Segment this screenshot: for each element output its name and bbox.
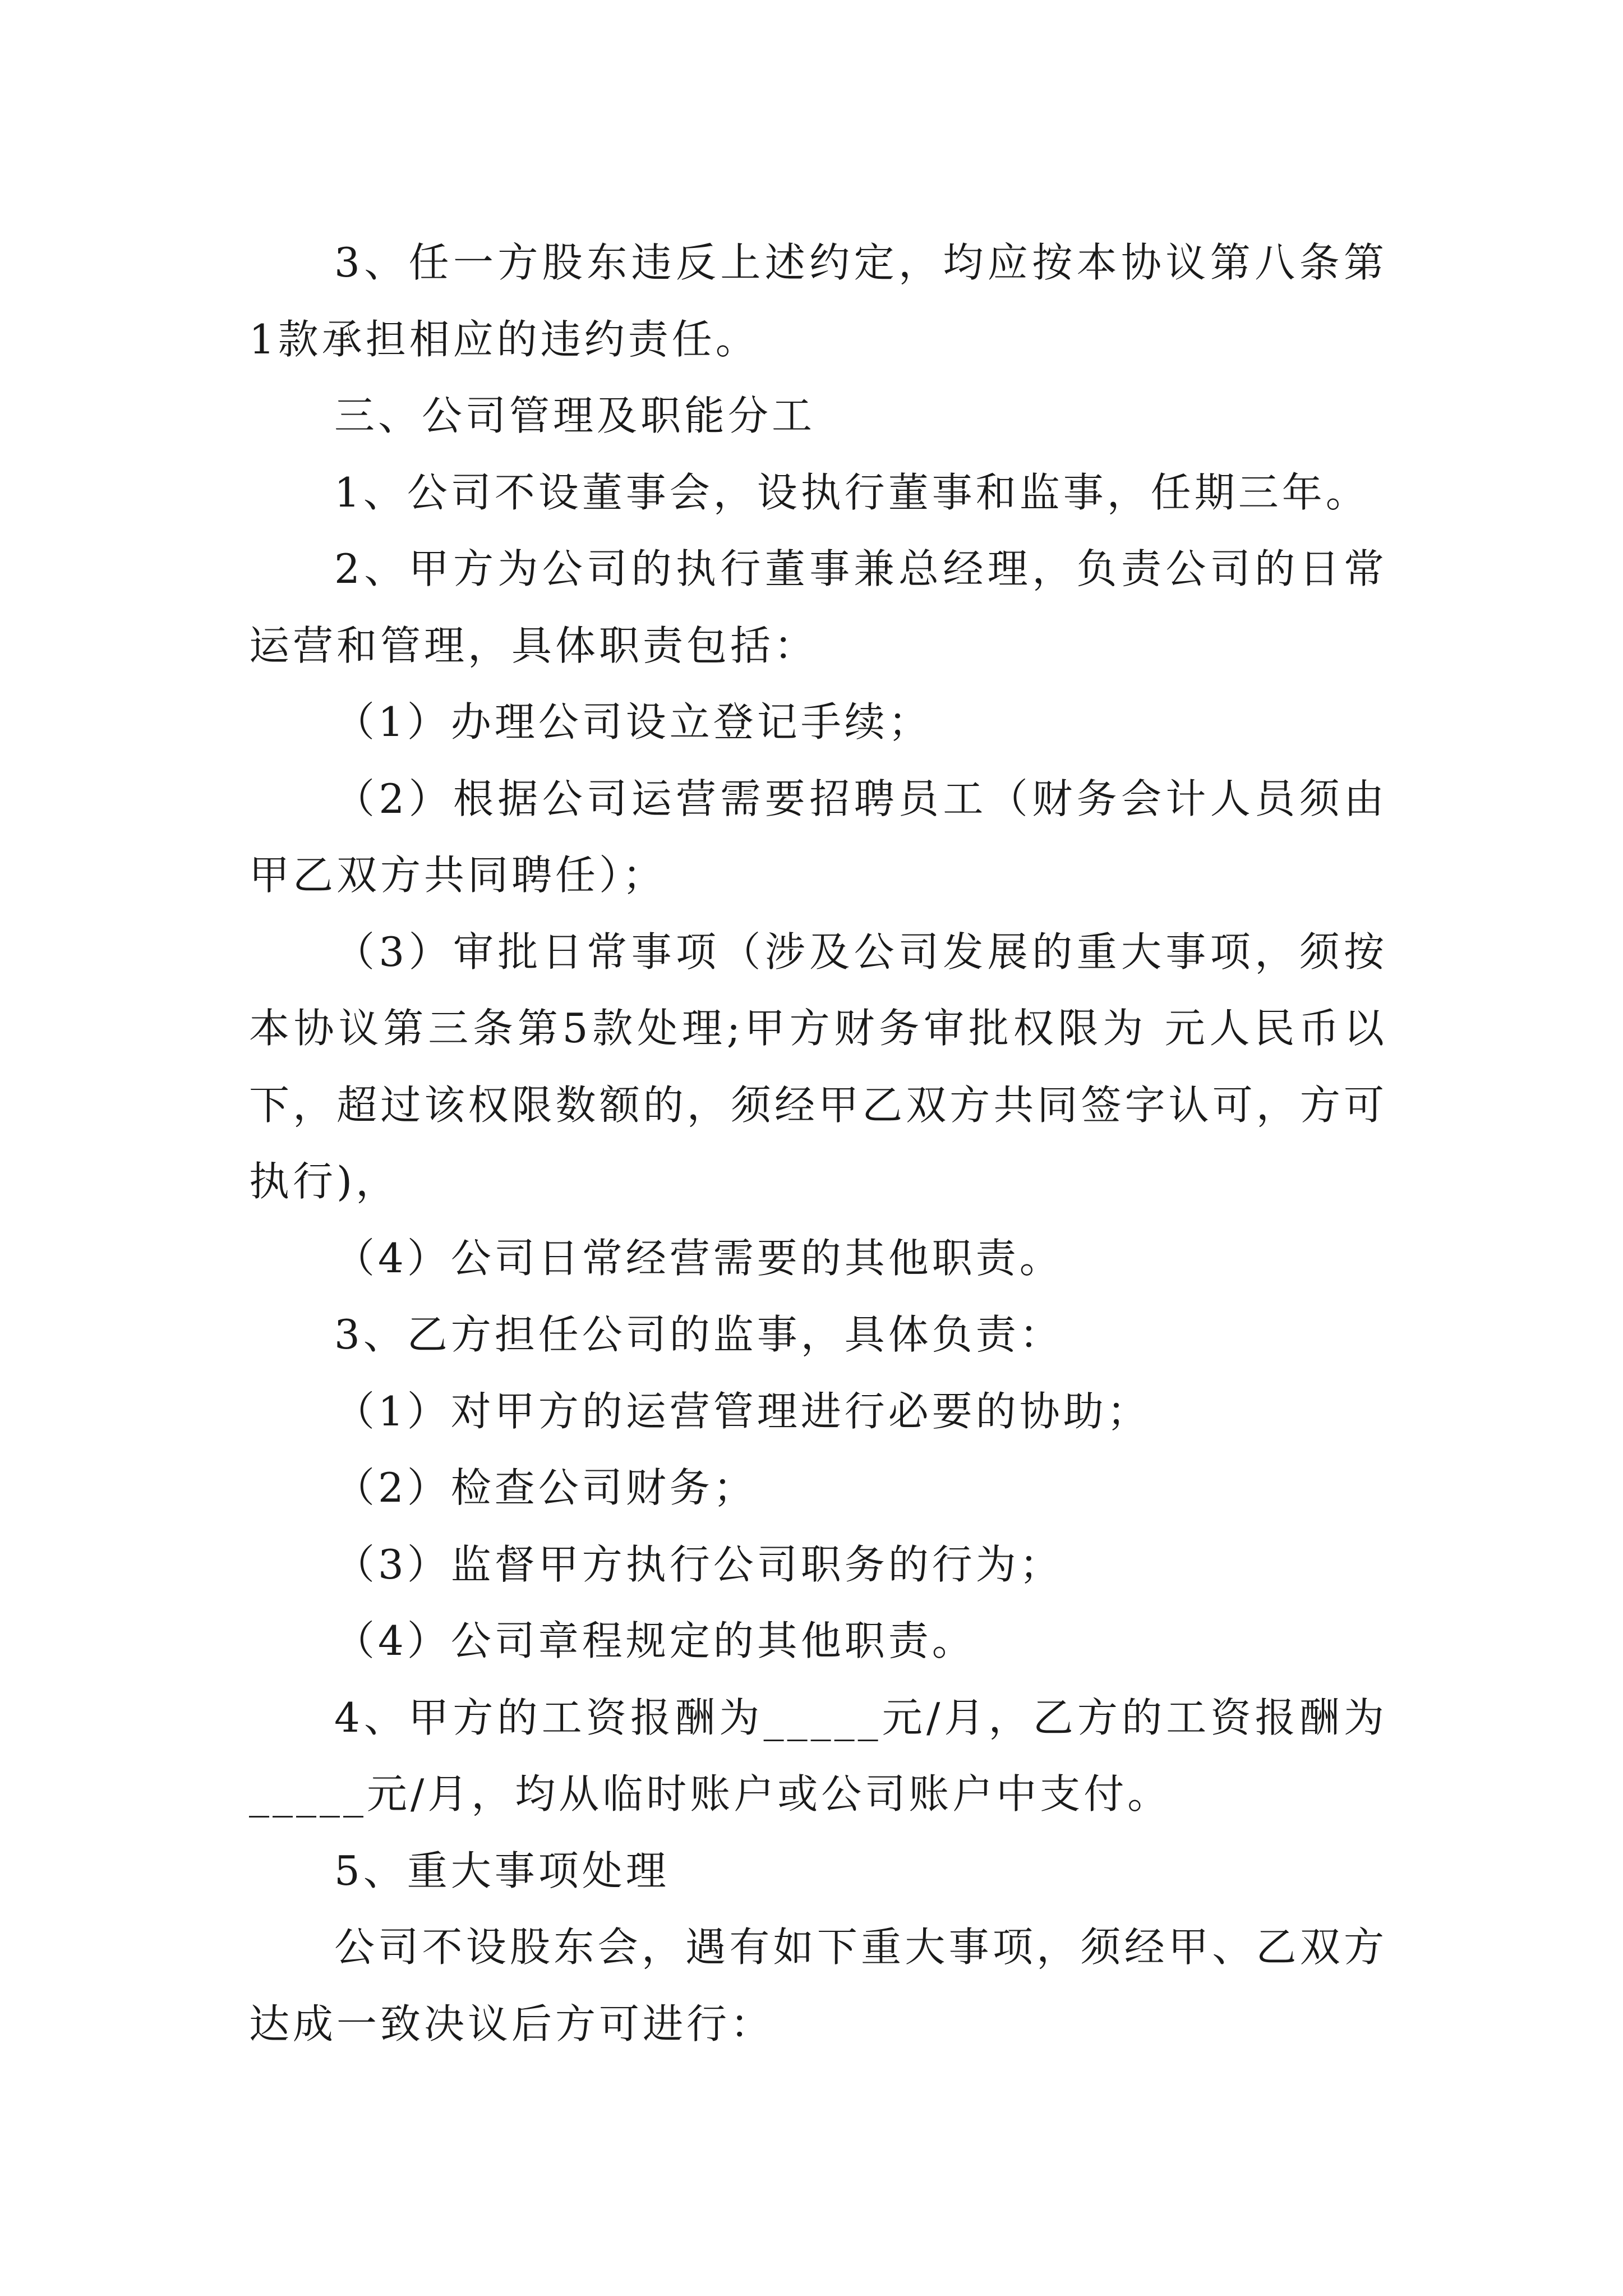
list-item-a1: （1）办理公司设立登记手续； xyxy=(334,698,932,746)
list-item-b1: （1）对甲方的运营管理进行必要的协助； xyxy=(334,1387,1151,1435)
paragraph-clause-1-board: 1、公司不设董事会，设执行董事和监事，任期三年。 xyxy=(334,468,1370,516)
list-item-b2: （2）检查公司财务； xyxy=(334,1464,757,1511)
list-item-b3: （3）监督甲方执行公司职务的行为； xyxy=(334,1540,1063,1588)
paragraph-clause-3-party-b-duties: 3、乙方担任公司的监事，具体负责： xyxy=(334,1311,1063,1358)
section-heading-management: 三、公司管理及职能分工 xyxy=(334,392,816,439)
list-item-a3: （3）审批日常事项（涉及公司发展的重大事项，须按本协议第三条第5款处理;甲方财务审批权限为 元人民币以下，超过该权限数额的，须经甲乙双方共同签字认可，方可执行)， xyxy=(249,928,1387,1205)
list-item-a4: （4）公司日常经营需要的其他职责。 xyxy=(334,1234,1063,1282)
paragraph-major-matters-intro: 公司不设股东会，遇有如下重大事项，须经甲、乙双方达成一致决议后方可进行： xyxy=(249,1924,1387,2047)
paragraph-clause-3-breach: 3、任一方股东违反上述约定，均应按本协议第八条第1款承担相应的违约责任。 xyxy=(249,239,1387,363)
document-body xyxy=(249,224,1387,2062)
list-item-a2: （2）根据公司运营需要招聘员工（财务会计人员须由甲乙双方共同聘任）； xyxy=(249,775,1387,899)
paragraph-clause-4-salary: 4、甲方的工资报酬为_____元/月，乙方的工资报酬为_____元/月，均从临时账户或公司账户中支付。 xyxy=(249,1694,1387,1818)
paragraph-clause-2-party-a-duties: 2、甲方为公司的执行董事兼总经理，负责公司的日常运营和管理，具体职责包括： xyxy=(249,545,1387,669)
list-item-b4: （4）公司章程规定的其他职责。 xyxy=(334,1617,976,1664)
paragraph-clause-5-major-matters: 5、重大事项处理 xyxy=(334,1847,670,1894)
